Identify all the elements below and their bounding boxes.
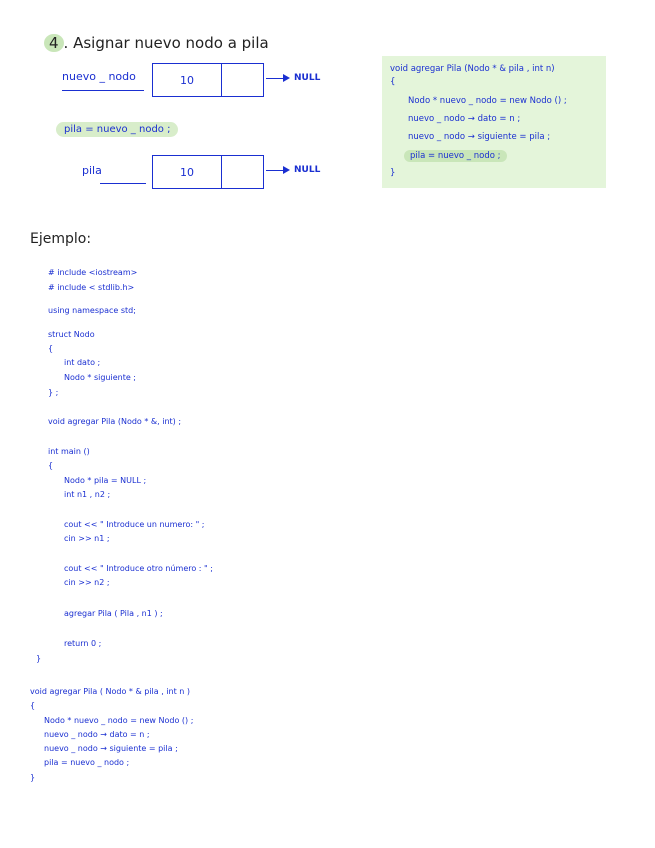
next-arrow-2 xyxy=(266,170,288,171)
code-line: cin >> n2 ; xyxy=(64,578,110,587)
code-line: nuevo _ nodo → dato = n ; xyxy=(408,114,521,124)
code-line: # include <iostream> xyxy=(48,268,138,277)
function-code-box xyxy=(382,56,606,188)
code-line: Nodo * pila = NULL ; xyxy=(64,476,147,485)
code-line: nuevo _ nodo → dato = n ; xyxy=(44,730,150,739)
null-label-1: NULL xyxy=(294,73,321,83)
code-line: using namespace std; xyxy=(48,306,136,315)
code-line: Nodo * nuevo _ nodo = new Nodo () ; xyxy=(408,96,567,106)
null-label-2: NULL xyxy=(294,165,321,175)
code-line: agregar Pila ( Pila , n1 ) ; xyxy=(64,609,163,618)
assignment-highlight: pila = nuevo _ nodo ; xyxy=(56,122,178,137)
code-line: cout << " Introduce un numero: " ; xyxy=(64,520,205,529)
nuevo-nodo-arrow xyxy=(62,90,144,91)
pila-label: pila xyxy=(82,164,102,177)
code-line: # include < stdlib.h> xyxy=(48,283,135,292)
code-line: cout << " Introduce otro número : " ; xyxy=(64,564,213,573)
code-line: cin >> n1 ; xyxy=(64,534,110,543)
section-heading xyxy=(44,34,269,52)
code-line: nuevo _ nodo → siguiente = pila ; xyxy=(408,132,551,142)
code-line: pila = nuevo _ nodo ; xyxy=(44,758,130,767)
node-box-1 xyxy=(152,63,264,97)
code-line: void agregar Pila (Nodo * &, int) ; xyxy=(48,417,182,426)
code-line: void agregar Pila (Nodo * & pila , int n) xyxy=(390,64,555,74)
code-line: int n1 , n2 ; xyxy=(64,490,111,499)
code-line: struct Nodo xyxy=(48,330,95,339)
example-heading: Ejemplo: xyxy=(30,231,92,247)
code-line: Nodo * siguiente ; xyxy=(64,373,136,382)
next-arrow-1 xyxy=(266,78,288,79)
code-line: { xyxy=(390,77,396,87)
code-line: } ; xyxy=(48,388,59,397)
code-line: void agregar Pila ( Nodo * & pila , int n ) xyxy=(30,687,190,696)
code-line: { xyxy=(48,461,54,470)
code-line: int main () xyxy=(48,447,90,456)
code-line: { xyxy=(48,344,54,353)
pila-arrow xyxy=(100,183,146,184)
section-number: 4 xyxy=(44,34,64,52)
code-line: Nodo * nuevo _ nodo = new Nodo () ; xyxy=(44,716,194,725)
code-line: return 0 ; xyxy=(64,639,102,648)
code-line-highlight: pila = nuevo _ nodo ; xyxy=(404,150,507,162)
code-line: } xyxy=(30,773,36,782)
nuevo-nodo-label: nuevo _ nodo xyxy=(62,70,136,83)
node-value: 10 xyxy=(153,156,222,188)
code-line: int dato ; xyxy=(64,358,101,367)
code-line: } xyxy=(390,168,396,178)
node-value: 10 xyxy=(153,64,222,96)
node-box-2 xyxy=(152,155,264,189)
section-title: . Asignar nuevo nodo a pila xyxy=(63,34,269,52)
code-line: } xyxy=(36,654,42,663)
code-line: nuevo _ nodo → siguiente = pila ; xyxy=(44,744,178,753)
code-line: { xyxy=(30,701,36,710)
